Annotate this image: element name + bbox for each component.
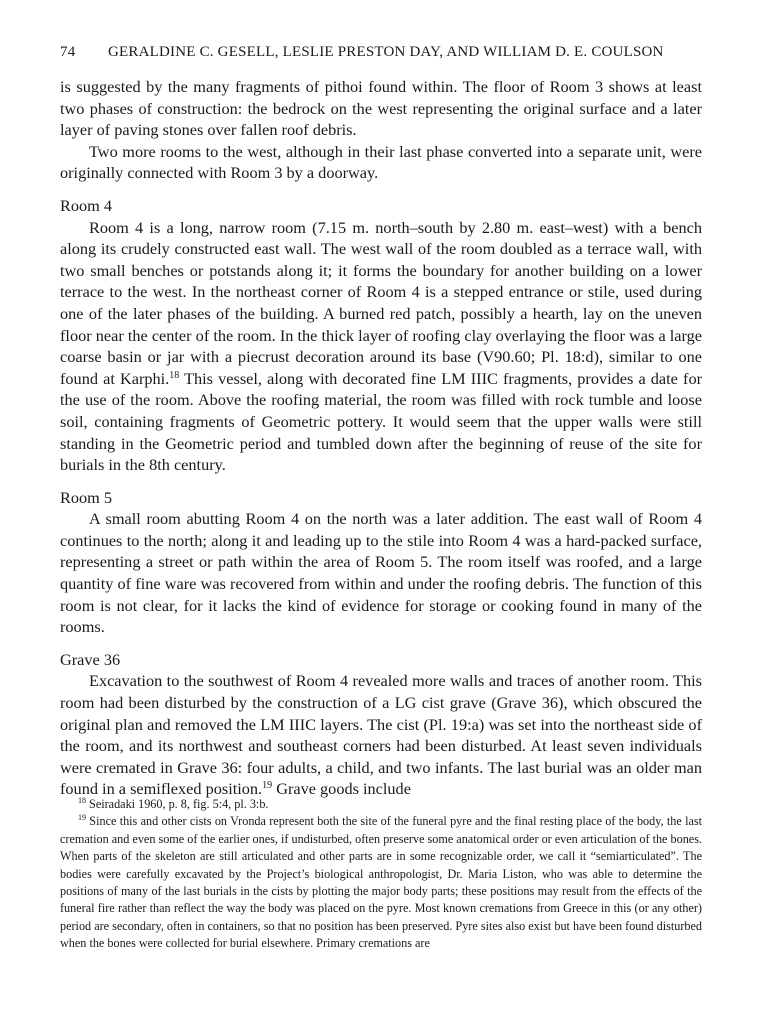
grave-36-text-b: Grave goods include bbox=[272, 779, 411, 799]
section-heading-grave-36: Grave 36 bbox=[60, 649, 121, 669]
footnote-ref-19[interactable]: 19 bbox=[262, 780, 273, 792]
paragraph-intro-1: is suggested by the many fragments of pithoi found within. The floor of Room 3 shows at least two phases of construction: the bedrock on the west representing the original surface and a later layer of paving stones over fallen roof debris. bbox=[60, 77, 702, 140]
footnote-number: 18 bbox=[78, 796, 86, 805]
footnote-ref-18[interactable]: 18 bbox=[169, 369, 180, 381]
footnotes bbox=[60, 796, 702, 953]
footnote-number: 19 bbox=[78, 813, 86, 823]
body-text bbox=[60, 76, 702, 800]
paragraph-room-4 bbox=[60, 217, 702, 476]
room-4-text-a: Room 4 is a long, narrow room (7.15 m. north–south by 2.80 m. east–west) with a bench along its crudely constructed east wall. The west wall of the room doubled as a terrace wall, with two small benches or potstands along it; it forms the boundary for another building on a lower terrace to the west. In the northeast corner of Room 4 is a stepped entrance or stile, used during one of the later phases of the building. A burned red patch, possibly a hearth, lay on the uneven floor near the center of the room. In the thick layer of roofing clay overlaying the floor was a large coarse basin or jar with a piecrust decoration around its base (V90.60; Pl. 18:d), similar to one found at Karphi. bbox=[60, 217, 702, 388]
author-line: GERALDINE C. GESELL, LESLIE PRESTON DAY, AND WILLIAM D. E. COULSON bbox=[108, 44, 664, 60]
paragraph-intro-2: Two more rooms to the west, although in their last phase converted into a separate unit, were originally connected with Room 3 by a doorway. bbox=[60, 141, 702, 183]
footnote-text: Since this and other cists on Vronda represent both the site of the funeral pyre and the final resting place of the body, the last cremation and even some of the earlier ones, if undisturbed, often preserve some anatomical order or even articulation of the bones. When parts of the skeleton are still articulated and other parts are in some recognizable order, we call it “semiarticulated”. The bodies were carefully excavated by the Project’s biological anthropologist, Dr. Maria Liston, who was able to determine the positions of many of the last burials in the cists by plotting the major body parts; these positions may result from the effects of the funeral fire rather than reflect the way the body was placed on the pyre. Most known cremations from Greece in this (or any other) period are secondary, often in containers, so that no position has been preserved. Pyre sites also exist but have been found disturbed when the bones were collected for burial elsewhere. Primary cremations are bbox=[60, 814, 702, 951]
section-heading-room-5: Room 5 bbox=[60, 487, 113, 507]
paragraph-grave-36 bbox=[60, 670, 702, 800]
page-number: 74 bbox=[60, 44, 76, 60]
section-heading-room-4: Room 4 bbox=[60, 195, 113, 215]
footnote-18 bbox=[60, 796, 702, 813]
grave-36-text-a: Excavation to the southwest of Room 4 revealed more walls and traces of another room. This room had been disturbed by the construction of a LG cist grave (Grave 36), which obscured the original plan and removed the LM IIIC layers. The cist (Pl. 19:a) was set into the northeast side of the room, and its northwest and southeast corners had been disturbed. At least seven individuals were cremated in Grave 36: four adults, a child, and two infants. The last burial was an older man found in a semiflexed position. bbox=[60, 671, 702, 799]
room-4-text-b: This vessel, along with decorated fine LM IIIC fragments, provides a date for the use of the room. Above the roofing material, the room was filled with rock tumble and loose soil, containing fragments of Geometric pottery. It would seem that the upper walls were still standing in the Geometric period and tumbled down after the beginning of reuse of the site for burials in the 8th century. bbox=[60, 368, 703, 475]
paragraph-room-5: A small room abutting Room 4 on the north was a later addition. The east wall of Room 4 continues to the north; along it and leading up to the stile into Room 4 was a hard-packed surface, representing a street or path within the area of Room 5. The room itself was roofed, and a large quantity of fine ware was recovered from within and under the roofing debris. The function of this room is not clear, for it lacks the kind of evidence for storage or cooking found in many of the rooms. bbox=[60, 509, 702, 637]
running-header bbox=[60, 44, 700, 61]
footnote-text: Seiradaki 1960, p. 8, fig. 5:4, pl. 3:b. bbox=[86, 797, 269, 811]
footnote-19 bbox=[60, 813, 702, 952]
